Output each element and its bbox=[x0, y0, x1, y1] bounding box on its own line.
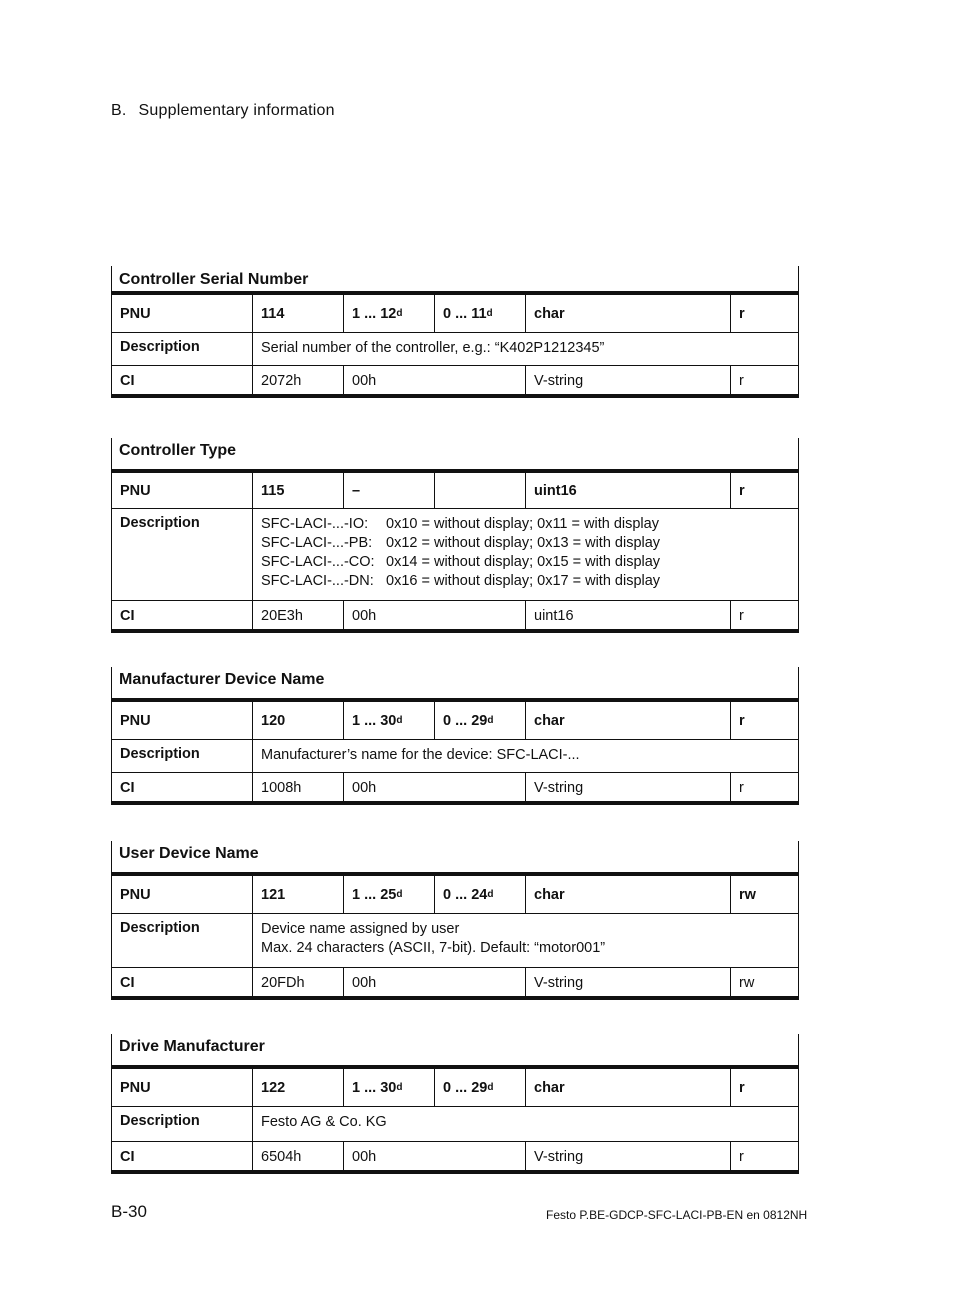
ci-subindex: 00h bbox=[344, 773, 526, 801]
ci-access: r bbox=[739, 1149, 744, 1165]
param-table-controller-type bbox=[111, 438, 799, 633]
ci-subindex: 00h bbox=[344, 1142, 526, 1170]
param-table-drive-manufacturer bbox=[111, 1034, 799, 1174]
description-text: Serial number of the controller, e.g.: “K402P1212345” bbox=[261, 340, 605, 356]
description-row bbox=[111, 509, 799, 601]
ci-access: r bbox=[739, 780, 744, 796]
access-mode: r bbox=[739, 305, 745, 322]
pnu-row bbox=[111, 876, 799, 914]
ci-type: V-string bbox=[526, 968, 731, 996]
param-table-controller-serial-number bbox=[111, 266, 799, 398]
variant-pb: SFC-LACI-...-PB: bbox=[261, 535, 373, 551]
section-title: Supplementary information bbox=[138, 102, 335, 119]
variant-io: SFC-LACI-...-IO: bbox=[261, 516, 369, 532]
param-title: Controller Type bbox=[111, 438, 799, 473]
ci-subindex: 00h bbox=[344, 366, 526, 394]
variant-co: SFC-LACI-...-CO: bbox=[261, 554, 375, 570]
description-row bbox=[111, 914, 799, 968]
description-label: Description bbox=[112, 1107, 253, 1141]
ci-subindex: 00h bbox=[344, 601, 526, 629]
access-mode: r bbox=[739, 482, 745, 499]
description-row bbox=[111, 1107, 799, 1142]
ci-type: V-string bbox=[526, 773, 731, 801]
description-label: Description bbox=[112, 740, 253, 772]
ci-type: V-string bbox=[526, 366, 731, 394]
pnu-label: PNU bbox=[112, 295, 253, 332]
ci-label: CI bbox=[112, 968, 253, 996]
pnu-value: 120 bbox=[253, 702, 344, 739]
pnu-row bbox=[111, 473, 799, 509]
array-index-range bbox=[435, 473, 526, 508]
pnu-row bbox=[111, 295, 799, 333]
ci-label: CI bbox=[112, 601, 253, 629]
pnu-row bbox=[111, 1069, 799, 1107]
param-title: Controller Serial Number bbox=[111, 266, 799, 295]
pnu-label: PNU bbox=[112, 473, 253, 508]
ci-access: r bbox=[739, 373, 744, 389]
subindex-range: 1 ... 12 d bbox=[344, 295, 435, 332]
ci-type: uint16 bbox=[526, 601, 731, 629]
subindex-range: 1 ... 25 d bbox=[344, 876, 435, 913]
description-text: Manufacturer’s name for the device: SFC-LACI-... bbox=[261, 747, 580, 763]
section-number: B. bbox=[111, 102, 127, 119]
ci-label: CI bbox=[112, 366, 253, 394]
description-text: Device name assigned by user Max. 24 characters (ASCII, 7-bit). Default: “motor001” bbox=[261, 921, 606, 956]
access-mode: r bbox=[739, 712, 745, 729]
ci-index: 20FDh bbox=[253, 968, 344, 996]
section-header bbox=[111, 102, 335, 120]
page-number: B-30 bbox=[111, 1202, 147, 1221]
access-mode: r bbox=[739, 1079, 745, 1096]
document-reference: Festo P.BE-GDCP-SFC-LACI-PB-EN en 0812NH bbox=[546, 1208, 808, 1222]
param-table-user-device-name bbox=[111, 841, 799, 1000]
pnu-label: PNU bbox=[112, 702, 253, 739]
param-table-manufacturer-device-name bbox=[111, 667, 799, 805]
array-index-range: 0 ... 11 d bbox=[435, 295, 526, 332]
subindex-range: – bbox=[344, 473, 435, 508]
param-title: Manufacturer Device Name bbox=[111, 667, 799, 702]
param-title: Drive Manufacturer bbox=[111, 1034, 799, 1069]
description-text: Festo AG & Co. KG bbox=[261, 1114, 387, 1130]
data-type: char bbox=[526, 702, 731, 739]
ci-row bbox=[111, 601, 799, 633]
description-label: Description bbox=[112, 333, 253, 365]
variant-dn: SFC-LACI-...-DN: bbox=[261, 573, 374, 589]
pnu-row bbox=[111, 702, 799, 740]
array-index-range: 0 ... 29 d bbox=[435, 1069, 526, 1106]
ci-label: CI bbox=[112, 773, 253, 801]
ci-index: 6504h bbox=[253, 1142, 344, 1170]
pnu-value: 121 bbox=[253, 876, 344, 913]
ci-access: rw bbox=[739, 975, 755, 991]
data-type: uint16 bbox=[526, 473, 731, 508]
data-type: char bbox=[526, 1069, 731, 1106]
subindex-range: 1 ... 30 d bbox=[344, 1069, 435, 1106]
ci-index: 1008h bbox=[253, 773, 344, 801]
ci-label: CI bbox=[112, 1142, 253, 1170]
subindex-range: 1 ... 30 d bbox=[344, 702, 435, 739]
pnu-value: 114 bbox=[253, 295, 344, 332]
ci-index: 2072h bbox=[253, 366, 344, 394]
ci-row bbox=[111, 773, 799, 805]
description-row bbox=[111, 333, 799, 366]
data-type: char bbox=[526, 295, 731, 332]
pnu-value: 122 bbox=[253, 1069, 344, 1106]
ci-type: V-string bbox=[526, 1142, 731, 1170]
ci-subindex: 00h bbox=[344, 968, 526, 996]
ci-row bbox=[111, 968, 799, 1000]
data-type: char bbox=[526, 876, 731, 913]
description-row bbox=[111, 740, 799, 773]
array-index-range: 0 ... 24 d bbox=[435, 876, 526, 913]
ci-row bbox=[111, 366, 799, 398]
param-title: User Device Name bbox=[111, 841, 799, 876]
ci-row bbox=[111, 1142, 799, 1174]
ci-access: r bbox=[739, 608, 744, 624]
pnu-label: PNU bbox=[112, 876, 253, 913]
ci-index: 20E3h bbox=[253, 601, 344, 629]
description-label: Description bbox=[112, 509, 253, 600]
description-text: SFC-LACI-...-IO: 0x10 = without display; 0x11 = with display SFC-LACI-...-PB: 0x12 = without display; 0x13 = with display SFC-LACI-...-CO: 0x14 = without display; 0x15 = with display SFC-LACI-...-DN: 0x16 = without display; 0x17 = with display bbox=[261, 516, 661, 589]
pnu-label: PNU bbox=[112, 1069, 253, 1106]
description-label: Description bbox=[112, 914, 253, 967]
pnu-value: 115 bbox=[253, 473, 344, 508]
access-mode: rw bbox=[739, 886, 756, 903]
array-index-range: 0 ... 29 d bbox=[435, 702, 526, 739]
